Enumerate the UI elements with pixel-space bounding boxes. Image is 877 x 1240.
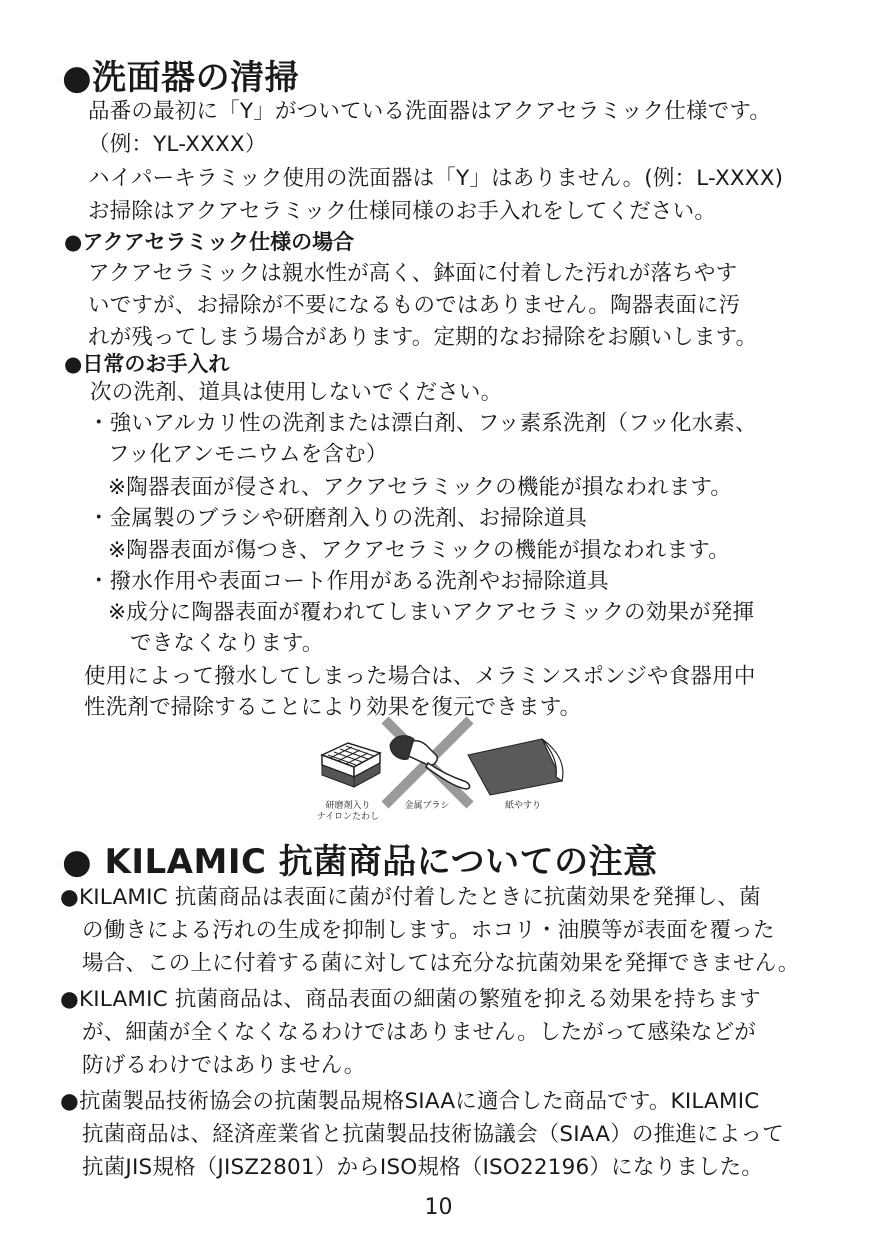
intro-line: お掃除はアクアセラミック仕様同様のお手入れをしてください。 <box>88 199 717 224</box>
section-title-washbasin-cleaning: ●洗面器の清掃 <box>62 58 300 98</box>
daily-item: ・撥水作用や表面コート作用がある洗剤やお掃除道具 <box>88 569 609 594</box>
caption-sandpaper: 紙やすり <box>504 801 542 811</box>
aqua-line: いですが、お掃除が不要になるものではありません。陶器表面に汚 <box>88 293 741 318</box>
aqua-line: れが残ってしまう場合があります。定期的なお掃除をお願いします。 <box>88 325 758 350</box>
restore-line: 性洗剤で掃除することにより効果を復元できます。 <box>84 695 582 720</box>
kilamic-bullet-line: が、細菌が全くなくなるわけではありません。したがって感染などが <box>82 1020 756 1045</box>
restore-line: 使用によって撥水してしまった場合は、メラミンスポンジや食器用中 <box>84 664 756 689</box>
intro-line: 品番の最初に「Y」がついている洗面器はアクアセラミック仕様です。 <box>88 99 772 124</box>
kilamic-bullet-line: 場合、この上に付着する菌に対しては充分な抗菌効果を発揮できません。 <box>82 951 800 976</box>
daily-note: ※陶器表面が傷つき、アクアセラミックの機能が損なわれます。 <box>108 538 730 563</box>
daily-note: ※陶器表面が侵され、アクアセラミックの機能が損なわれます。 <box>108 475 733 500</box>
daily-lead: 次の洗剤、道具は使用しないでください。 <box>90 380 503 405</box>
subheading-aqua-ceramic: ●アクアセラミック仕様の場合 <box>64 230 355 254</box>
intro-line: （例：YL-XXXX） <box>88 132 267 157</box>
caption-sponge-line2: ナイロンたわし <box>316 812 380 822</box>
kilamic-bullet-line: ●抗菌製品技術協会の抗菌製品規格SIAAに適合した商品です。KILAMIC <box>60 1089 760 1114</box>
page-number: 10 <box>424 1195 453 1220</box>
kilamic-bullet-line: の働きによる汚れの生成を抑制します。ホコリ・油膜等が表面を覆った <box>82 918 775 943</box>
prohibited-tools-svg <box>310 715 580 825</box>
daily-note: ※成分に陶器表面が覆われてしまいアクアセラミックの効果が発揮 <box>108 600 755 625</box>
sandpaper-icon <box>468 739 563 795</box>
kilamic-bullet-line: ●KILAMIC 抗菌商品は、商品表面の細菌の繁殖を抑える効果を持ちます <box>60 987 761 1012</box>
abrasive-sponge-icon <box>322 743 380 787</box>
kilamic-bullet-line: 防げるわけではありません。 <box>82 1053 366 1078</box>
daily-item: フッ化アンモニウムを含む） <box>108 442 388 467</box>
kilamic-bullet-line: ●KILAMIC 抗菌商品は表面に菌が付着したときに抗菌効果を発揮し、菌 <box>60 885 761 910</box>
daily-note: できなくなります。 <box>130 631 324 656</box>
subheading-daily-care: ●日常のお手入れ <box>64 352 230 376</box>
caption-brush: 金属ブラシ <box>404 801 450 811</box>
daily-item: ・強いアルカリ性の洗剤または漂白剤、フッ素系洗剤（フッ化水素、 <box>88 411 757 436</box>
kilamic-bullet-line: 抗菌JIS規格（JISZ2801）からISO規格（ISO22196）になりました。 <box>82 1155 764 1180</box>
daily-item: ・金属製のブラシや研磨剤入りの洗剤、お掃除道具 <box>88 506 588 531</box>
intro-line: ハイパーキラミック使用の洗面器は「Y」はありません。(例：L-XXXX) <box>88 166 784 191</box>
caption-sponge-line1: 研磨剤入り <box>325 801 371 811</box>
aqua-line: アクアセラミックは親水性が高く、鉢面に付着した汚れが落ちやす <box>88 261 738 286</box>
prohibited-tools-illustration <box>310 715 580 825</box>
section-title-kilamic-notes: ● KILAMIC 抗菌商品についての注意 <box>62 842 658 882</box>
kilamic-bullet-line: 抗菌商品は、経済産業省と抗菌製品技術協議会（SIAA）の推進によって <box>82 1122 784 1147</box>
